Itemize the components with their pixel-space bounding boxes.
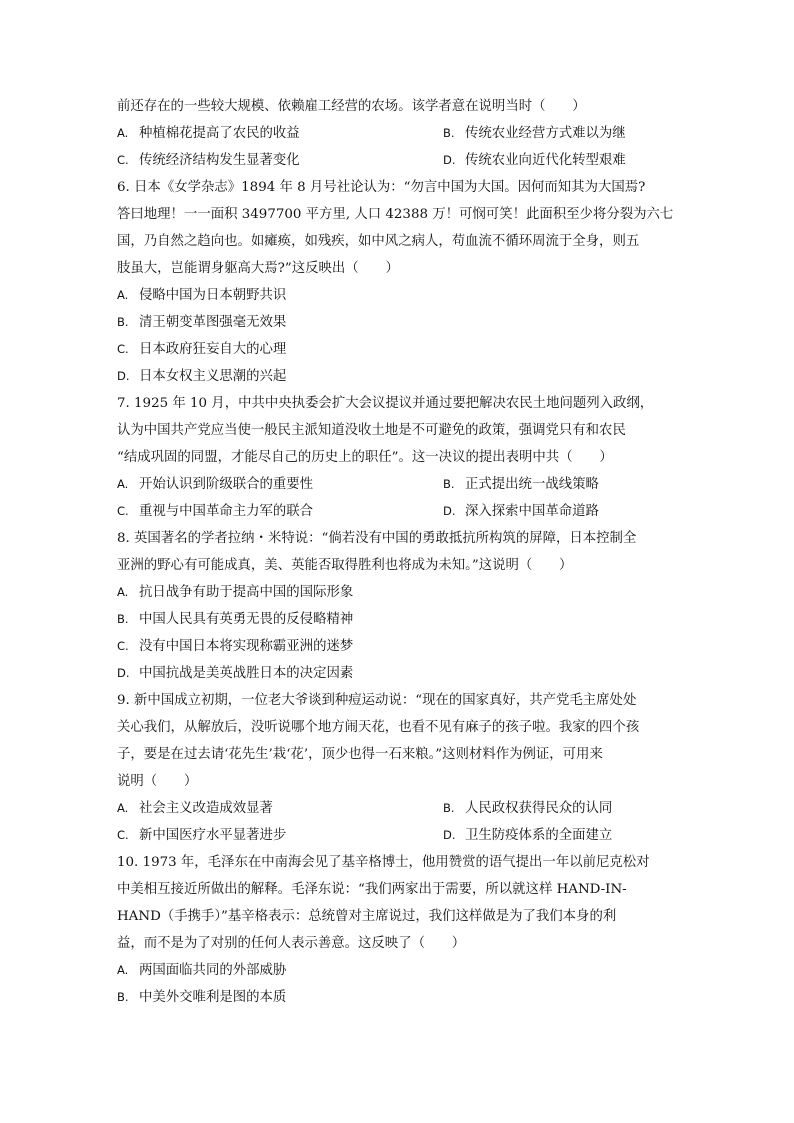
question-6-stem-3: 国，乃自然之趋向也。如瘫痪，如残疾，如中风之病人，苟血流不循环周流于全身，则五 (117, 234, 640, 249)
question-5-options-cd (117, 147, 677, 174)
option-9d[interactable]: D. 卫生防疫体系的全面建立 (443, 828, 613, 843)
option-7b[interactable]: B. 正式提出统一战线策略 (443, 477, 599, 492)
question-5-stem-end: 前还存在的一些较大规模、依赖雇工经营的农场。该学者意在说明当时（ ） (117, 99, 586, 114)
option-9b[interactable]: B. 人民政权获得民众的认同 (443, 801, 613, 816)
option-9a[interactable]: A. 社会主义改造成效显著 (117, 801, 273, 816)
question-9-stem-2: 关心我们，从解放后，没听说哪个地方闹天花，也看不见有麻子的孩子啦。我家的四个孩 (117, 720, 640, 735)
question-9-options-ab (117, 795, 677, 822)
option-5a[interactable]: A. 种植棉花提高了农民的收益 (117, 126, 300, 141)
option-8b[interactable]: B. 中国人民具有英勇无畏的反侵略精神 (117, 612, 354, 627)
option-9c[interactable]: C. 新中国医疗水平显著进步 (117, 828, 287, 843)
option-8d[interactable]: D. 中国抗战是美英战胜日本的决定因素 (117, 666, 354, 681)
question-6-stem-1: 6. 日本《女学杂志》1894 年 8 月号社论认为：“勿言中国为大国。因何而知其为大国焉? (117, 180, 646, 195)
question-10-stem-3: HAND（手携手）”基辛格表示：总统曾对主席说过，我们这样做是为了我们本身的利 (117, 909, 617, 924)
question-7-stem-1: 7. 1925 年 10 月，中共中央执委会扩大会议提议并通过要把解决农民土地问题列入政纲， (117, 396, 654, 411)
question-9-stem-3: 子，要是在过去请‘花先生’栽‘花’，顶少也得一石来粮。”这则材料作为例证，可用来 (117, 747, 603, 762)
option-7d[interactable]: D. 深入探索中国革命道路 (443, 504, 599, 519)
option-6b[interactable]: B. 清王朝变革图强毫无效果 (117, 315, 287, 330)
option-6d[interactable]: D. 日本女权主义思潮的兴起 (117, 369, 287, 384)
question-10-stem-1: 10. 1973 年，毛泽东在中南海会见了基辛格博士，他用赞赏的语气提出一年以前尼克松对 (117, 855, 650, 870)
option-10b[interactable]: B. 中美外交唯利是图的本质 (117, 990, 287, 1005)
question-7-options-ab (117, 471, 677, 498)
question-9-stem-4: 说明（ ） (117, 774, 198, 789)
question-9-options-cd (117, 822, 677, 849)
question-5-options-ab (117, 120, 677, 147)
question-10-stem-2: 中美相互接近所做出的解释。毛泽东说：“我们两家出于需要，所以就这样 HAND-IN- (117, 882, 627, 897)
option-5c[interactable]: C. 传统经济结构发生显著变化 (117, 153, 300, 168)
option-10a[interactable]: A. 两国面临共同的外部威胁 (117, 963, 287, 978)
question-7-stem-2: 认为中国共产党应当使一般民主派知道没收土地是不可避免的政策，强调党只有和农民 (117, 423, 626, 438)
question-8-stem-2: 亚洲的野心有可能成真，美、英能否取得胜利也将成为未知。”这说明（ ） (117, 558, 573, 573)
option-8c[interactable]: C. 没有中国日本将实现称霸亚洲的迷梦 (117, 639, 354, 654)
exam-page (117, 93, 677, 1011)
option-5b[interactable]: B. 传统农业经营方式难以为继 (443, 126, 626, 141)
option-5d[interactable]: D. 传统农业向近代化转型艰难 (443, 153, 626, 168)
question-6-stem-4: 肢虽大，岂能谓身躯高大焉?”这反映出（ ） (117, 261, 399, 276)
option-8a[interactable]: A. 抗日战争有助于提高中国的国际形象 (117, 585, 354, 600)
option-6c[interactable]: C. 日本政府狂妄自大的心理 (117, 342, 287, 357)
question-7-options-cd (117, 498, 677, 525)
question-6-stem-2: 答曰地理！一一面积 3497700 平方里, 人口 42388 万！可悯可笑！此面积至少将分裂为六七 (117, 207, 674, 222)
option-6a[interactable]: A. 侵略中国为日本朝野共识 (117, 288, 287, 303)
question-10-stem-4: 益，而不是为了对别的任何人表示善意。这反映了（ ） (117, 936, 466, 951)
question-9-stem-1: 9. 新中国成立初期，一位老大爷谈到种痘运动说：“现在的国家真好，共产党毛主席处处 (117, 693, 637, 708)
option-7c[interactable]: C. 重视与中国革命主力军的联合 (117, 504, 314, 519)
question-8-stem-1: 8. 英国著名的学者拉纳・米特说：“倘若没有中国的勇敢抵抗所构筑的屏障，日本控制全 (117, 531, 637, 546)
option-7a[interactable]: A. 开始认识到阶级联合的重要性 (117, 477, 314, 492)
question-7-stem-3: “结成巩固的同盟，才能尽自己的历史上的职任”。这一决议的提出表明中共（ ） (117, 450, 613, 465)
